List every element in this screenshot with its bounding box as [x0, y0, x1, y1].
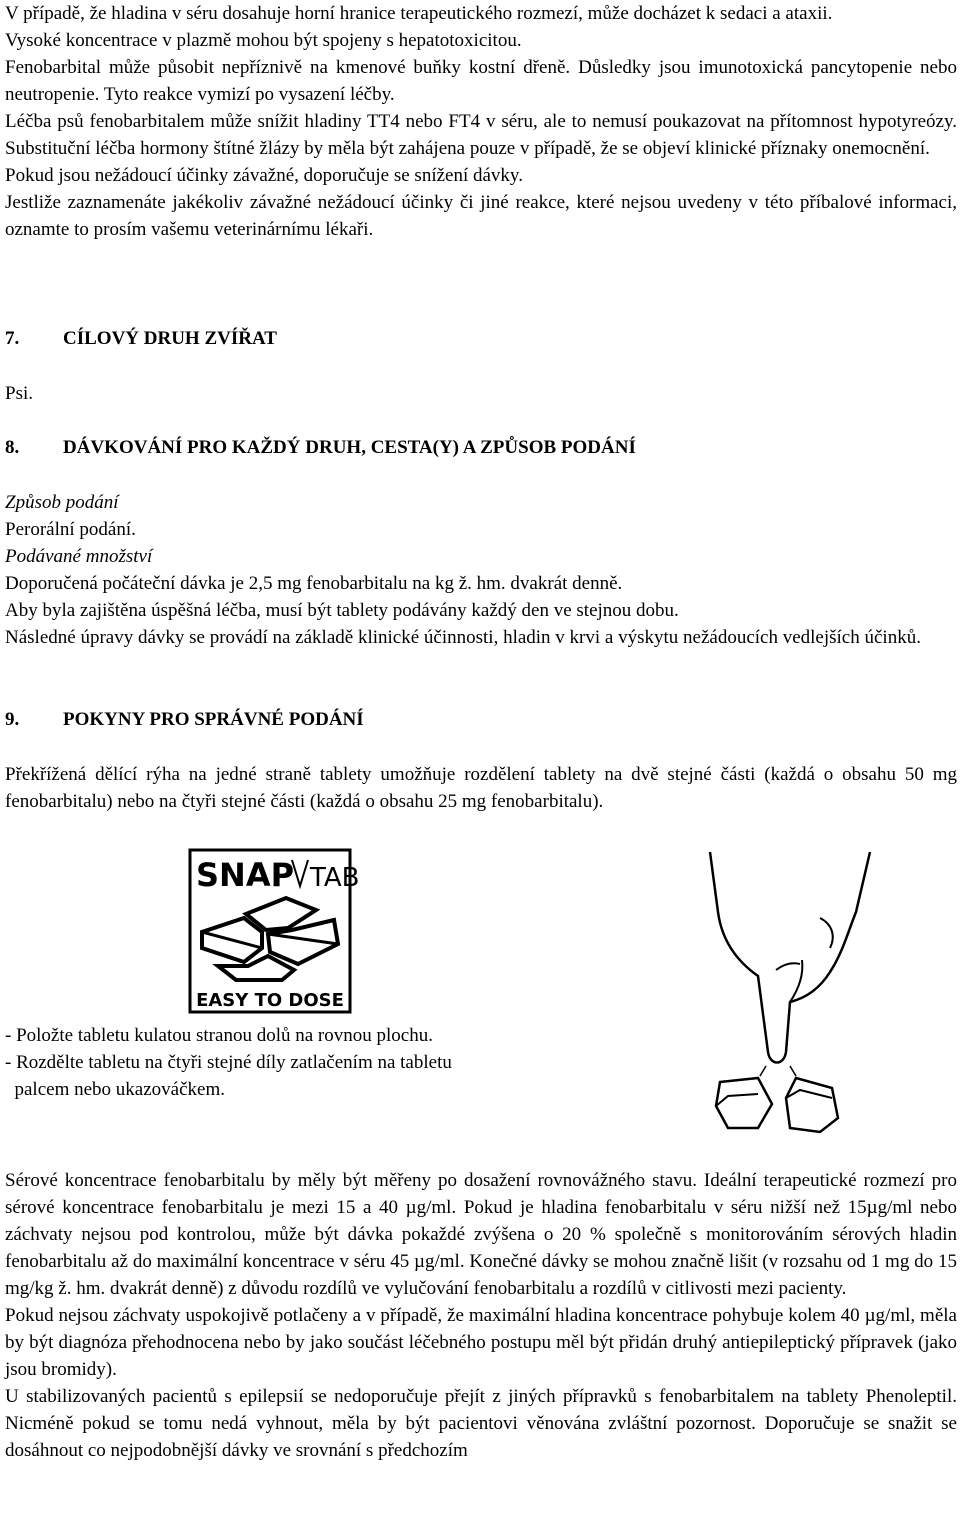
paragraph: Vysoké koncentrace v plazmě mohou být spojeny s hepatotoxicitou.: [5, 30, 522, 51]
paragraph: Doporučená počáteční dávka je 2,5 mg fenobarbitalu na kg ž. hm. dvakrát denně.: [5, 573, 623, 594]
section-9-heading: [5, 706, 957, 733]
section-title: POKYNY PRO SPRÁVNÉ PODÁNÍ: [63, 709, 364, 730]
paragraph: Překřížená dělící rýha na jedné straně tablety umožňuje rozdělení tablety na dvě stejné části (každá o obsahu 50 mg fenobarbitalu) nebo na čtyři stejné části (každá o obsahu 25 mg fenobarbitalu).: [5, 764, 957, 812]
paragraph: Jestliže zaznamenáte jakékoliv závažné nežádoucí účinky či jiné reakce, které nejsou uvedeny v této příbalové informaci, oznamte to prosím vašemu veterinárnímu lékaři.: [5, 192, 957, 240]
bullet-item: palcem nebo ukazováčkem.: [5, 1079, 225, 1100]
section-title: CÍLOVÝ DRUH ZVÍŘAT: [63, 328, 277, 349]
section-9-intro: [5, 761, 957, 815]
section-title: DÁVKOVÁNÍ PRO KAŽDÝ DRUH, CESTA(Y) A ZPŮSOB PODÁNÍ: [63, 437, 636, 458]
section-7-body: [5, 380, 957, 407]
section-8-body: [5, 489, 957, 651]
section-number: 7.: [5, 328, 20, 349]
dose-label: Podávané množství: [5, 546, 153, 567]
paragraph: U stabilizovaných pacientů s epilepsií se nedoporučuje přejít z jiných přípravků s fenobarbitalem na tablety Phenoleptil. Nicméně pokud se tomu nedá vyhnout, měla by být pacientovi věnována zvláštní pozornost. Doporučuje se snažit se dosáhnout co nejpodobnější dávky ve srovnání s předchozím: [5, 1386, 957, 1461]
snaptab-logo-icon: [188, 848, 360, 1014]
route-text: Perorální podání.: [5, 519, 136, 540]
paragraph: Fenobarbital může působit nepříznivě na kmenové buňky kostní dřeně. Důsledky jsou imunotoxická pancytopenie nebo neutropenie. Tyto reakce vymizí po vysazení léčby.: [5, 57, 957, 105]
paragraph: V případě, že hladina v séru dosahuje horní hranice terapeutického rozmezí, může docházet k sedaci a ataxii.: [5, 3, 833, 24]
dosing-notes-text: [5, 1167, 957, 1464]
paragraph: Pokud jsou nežádoucí účinky závažné, doporučuje se snížení dávky.: [5, 165, 523, 186]
hand-pressing-tablet-icon: [680, 852, 960, 1152]
section-number: 8.: [5, 437, 20, 458]
bullet-item: - Rozdělte tabletu na čtyři stejné díly zatlačením na tabletu: [5, 1052, 452, 1073]
section-7-heading: [5, 325, 957, 352]
side-effects-text: [5, 0, 957, 243]
route-label: Způsob podání: [5, 492, 119, 513]
paragraph: Následné úpravy dávky se provádí na základě klinické účinnosti, hladin v krvi a výskytu nežádoucích vedlejších účinků.: [5, 627, 921, 648]
paragraph: Sérové koncentrace fenobarbitalu by měly být měřeny po dosažení rovnovážného stavu. Ideální terapeutické rozmezí pro sérové koncentrace fenobarbitalu je mezi 15 a 40 µg/ml. Pokud je hladina fenobarbitalu v séru nižší než 15µg/ml nebo záchvaty nejsou pod kontrolou, může být dávka pokaždé zvýšena o 20 % společně s monitorováním sérových hladin fenobarbitalu až do maximální koncentrace v séru 45 µg/ml. Konečné dávky se mohou značně lišit (v rozsahu od 1 mg do 15 mg/kg ž. hm. dvakrát denně) z důvodu rozdílů ve vylučování fenobarbitalu a rozdílů v citlivosti mezi pacienty.: [5, 1170, 957, 1299]
paragraph: Pokud nejsou záchvaty uspokojivě potlačeny a v případě, že maximální hladina koncentrace pohybuje kolem 40 µg/ml, měla by být diagnóza přehodnocena nebo by jako součást léčebného postupu měl být přidán druhý antiepileptický přípravek (jako jsou bromidy).: [5, 1305, 957, 1380]
paragraph: Psi.: [5, 383, 33, 404]
section-number: 9.: [5, 709, 20, 730]
logo-easy-text: EASY TO DOSE: [196, 990, 344, 1011]
instruction-bullets: [5, 1022, 605, 1103]
logo-snap-text: SNAP: [196, 856, 295, 894]
section-8-heading: [5, 434, 957, 461]
bullet-item: - Položte tabletu kulatou stranou dolů na rovnou plochu.: [5, 1025, 433, 1046]
logo-tab-text: TAB: [310, 863, 360, 893]
paragraph: Aby byla zajištěna úspěšná léčba, musí být tablety podávány každý den ve stejnou dobu.: [5, 600, 679, 621]
paragraph: Léčba psů fenobarbitalem může snížit hladiny TT4 nebo FT4 v séru, ale to nemusí poukazovat na přítomnost hypotyreózy. Substituční léčba hormony štítné žlázy by měla být zahájena pouze v případě, že se objeví klinické příznaky onemocnění.: [5, 111, 957, 159]
